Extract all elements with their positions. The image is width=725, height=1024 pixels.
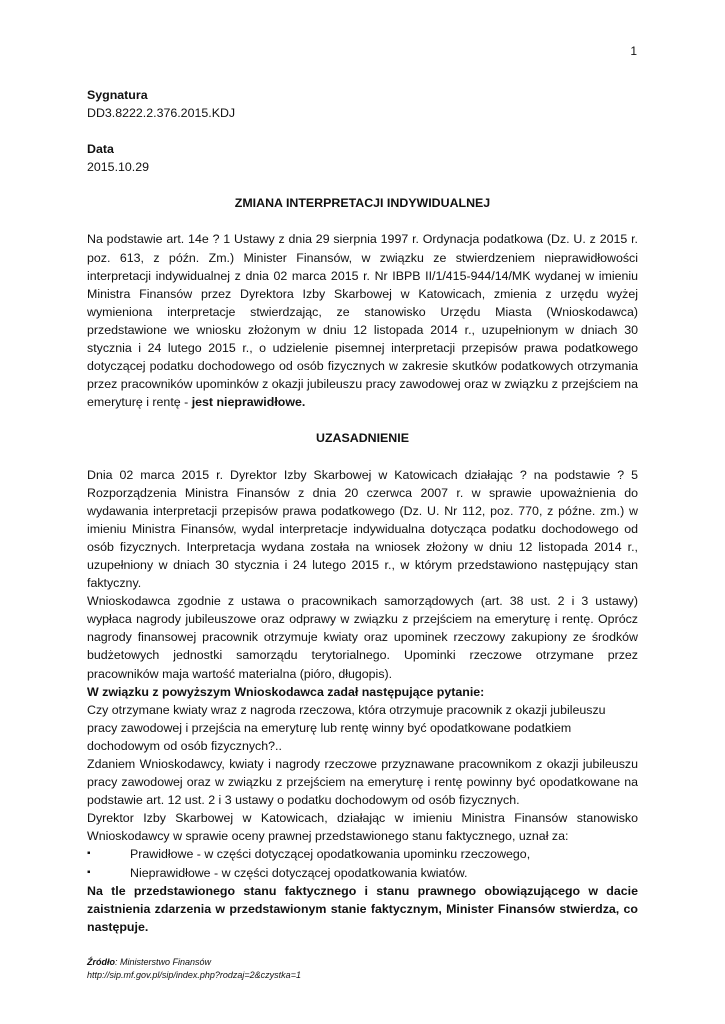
- source-name: : Ministerstwo Finansów: [115, 957, 212, 967]
- list-item: [87, 845, 638, 863]
- justification-heading: UZASADNIENIE: [316, 431, 409, 446]
- footer-source: [87, 956, 301, 982]
- final-statement: Na tle przedstawionego stanu faktycznego i stanu prawnego obowiązującego w dacie zaistnienia zdarzenia w przedstawionym stanie faktycznym, Minister Finansów stwierdza, co następuje.: [87, 883, 638, 934]
- intro-conclusion: jest nieprawidłowe.: [191, 395, 306, 410]
- signature-label: Sygnatura: [87, 88, 148, 102]
- intro-paragraph: [87, 230, 638, 411]
- document-title: ZMIANA INTERPRETACJI INDYWIDUALNEJ: [234, 196, 491, 211]
- question-text: Czy otrzymane kwiaty wraz z nagroda rzeczowa, która otrzymuje pracownik z okazji jubileuszu pracy zawodowej i przejścia na emeryturę lub rentę winny być opodatkowane podatkiem dochodowym od osób fizycznych?..: [87, 702, 606, 753]
- source-label: Źródło: [87, 957, 115, 967]
- bullet-icon: ▪: [87, 866, 91, 878]
- assessment-list: [87, 845, 638, 881]
- paragraph-4: Dyrektor Izby Skarbowej w Katowicach, działając w imieniu Ministra Finansów stanowisko Wnioskodawcy w sprawie oceny prawnej przedstawionego stanu faktycznego, uznał za:: [87, 811, 638, 844]
- paragraph-1: Dnia 02 marca 2015 r. Dyrektor Izby Skarbowej w Katowicach działając ? na podstawie ? 5 Rozporządzenia Ministra Finansów z dnia 20 czerwca 2007 r. w sprawie upoważnienia do wydawania interpretacji przepisów prawa podatkowego (Dz. U. Nr 112, poz. 770, z późne. zm.) w imieniu Ministra Finansów, wydal interpretacje indywidualna dotycząca podatku dochodowego od osób fizycznych. Interpretacja wydana została na wniosek złożony w dniu 12 listopada 2014 r., uzupełniony w dniach 30 stycznia i 24 lutego 2015 r., w którym przedstawiono następujący stan faktyczny.: [87, 467, 638, 591]
- intro-text: Na podstawie art. 14e ? 1 Ustawy z dnia 29 sierpnia 1997 r. Ordynacja podatkowa (Dz. U. z 2015 r. poz. 613, z późn. Zm.) Minister Finansów, w związku ze stwierdzeniem nieprawidłowości interpretacji indywidualnej z dnia 02 marca 2015 r. Nr IBPB II/1/415-944/14/MK wydanej w imieniu Ministra Finansów przez Dyrektora Izby Skarbowej w Katowicach, zmienia z urzędu wyżej wymieniona interpretacje stwierdzając, ze stanowisko Urzędu Miasta (Wnioskodawca) przedstawione we wniosku złożonym w dniu 12 listopada 2014 r., uzupełnionym w dniach 30 stycznia i 24 lutego 2015 r., o udzielenie pisemnej interpretacji przepisów prawa podatkowego dotyczącej podatku dochodowego od osób fizycznych w zakresie skutków podatkowych otrzymania przez pracowników upominków z okazji jubileuszu pracy zawodowej oraz w związku z przejściem na emeryturę i rentę -: [87, 232, 638, 410]
- list-item: [87, 864, 638, 882]
- signature-value: DD3.8222.2.376.2015.KDJ: [87, 106, 236, 121]
- paragraph-2: Wnioskodawca zgodnie z ustawa o pracownikach samorządowych (art. 38 ust. 2 i 3 ustawy) wypłaca nagrody jubileuszowe oraz odprawy w związku z przejściem na emeryturę i rentę. Oprócz nagrody finansowej pracownik otrzymuje kwiaty oraz upominek rzeczowy zakupiony ze środków budżetowych jednostki samorządu terytorialnego. Upominki rzeczowe otrzymane przez pracowników maja wartość materialna (pióro, długopis).: [87, 594, 638, 681]
- bullet-icon: ▪: [87, 848, 91, 860]
- date-label: Data: [87, 142, 114, 157]
- document-body: [87, 86, 638, 936]
- list-item-text: Prawidłowe - w części dotyczącej opodatkowania upominku rzeczowego,: [130, 847, 531, 862]
- paragraph-3: Zdaniem Wnioskodawcy, kwiaty i nagrody rzeczowe przyznawane pracownikom z okazji jubileuszu pracy zawodowej oraz w związku z przejściem na emeryturę i rentę powinny być opodatkowane na podstawie art. 12 ust. 2 i 3 ustawy o podatku dochodowym od osób fizycznych.: [87, 757, 638, 808]
- list-item-text: Nieprawidłowe - w części dotyczącej opodatkowania kwiatów.: [130, 865, 468, 880]
- date-value: 2015.10.29: [87, 160, 150, 175]
- page-number: 1: [630, 44, 637, 58]
- question-intro: W związku z powyższym Wnioskodawca zadał następujące pytanie:: [87, 684, 485, 699]
- source-line: [87, 956, 301, 969]
- source-url: http://sip.mf.gov.pl/sip/index.php?rodzaj=2&czystka=1: [87, 970, 301, 980]
